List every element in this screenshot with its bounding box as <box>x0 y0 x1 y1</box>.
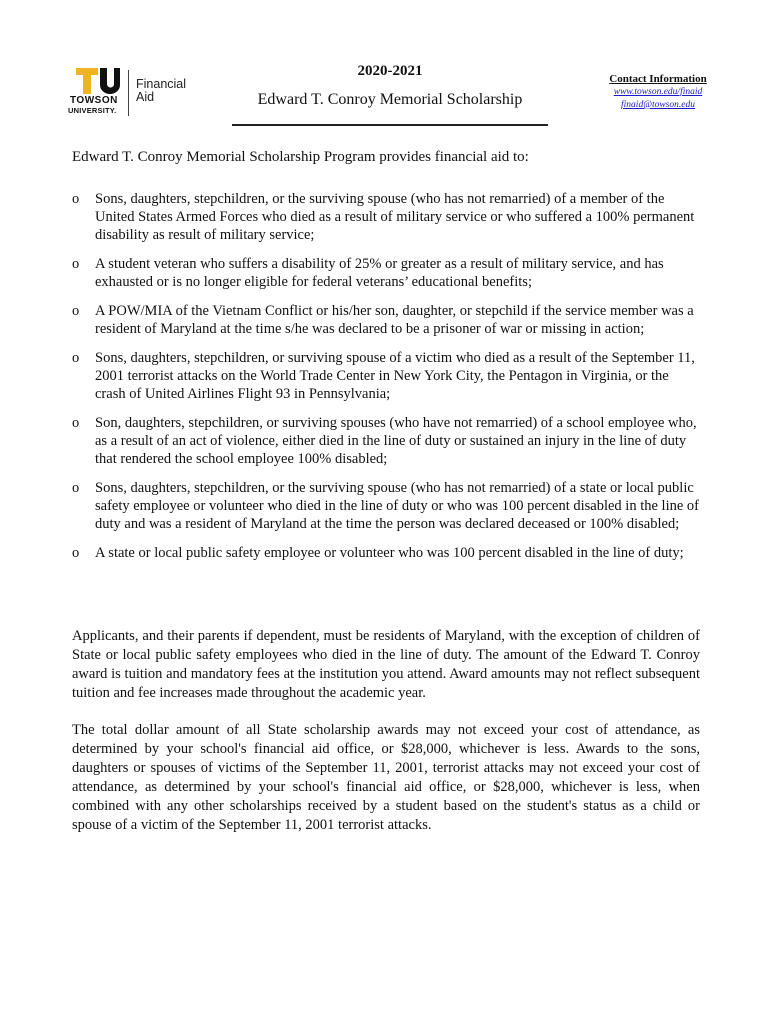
title-underline-divider <box>232 124 548 126</box>
bullet-marker: o <box>72 350 80 366</box>
contact-information <box>598 73 718 112</box>
bullet-marker: o <box>72 480 80 496</box>
towson-logo <box>66 68 196 120</box>
list-item <box>72 544 702 562</box>
list-item-text: A POW/MIA of the Vietnam Conflict or his/her son, daughter, or stepchild if the service member was a resident of Maryland at the time s/he was declared to be a prisoner of war or missing in action; <box>95 303 694 337</box>
list-item-text: Sons, daughters, stepchildren, or surviving spouse of a victim who died as a result of the September 11, 2001 terrorist attacks on the World Trade Center in New York City, the Pentagon in Virginia, or the crash of United Airlines Flight 93 in Pennsylvania; <box>95 350 695 402</box>
list-item-text: Sons, daughters, stepchildren, or the surviving spouse (who has not remarried) of a state or local public safety employee or volunteer who died in the line of duty or who was 100 percent disabled in the line of duty and was a resident of Maryland at the time the person was declared deceased or 100% disabled; <box>95 480 700 532</box>
logo-department-line2: Aid <box>136 90 155 104</box>
list-item <box>72 479 702 533</box>
award-limit-paragraph: The total dollar amount of all State scholarship awards may not exceed your cost of attendance, as determined by your school's financial aid office, or $28,000, whichever is less. Awards to the sons, daughters or spouses of victims of the September 11, 2001, terrorist attacks may not exceed your cost of attendance, as determined by your school's financial aid office, or $28,000, whichever is less, when combined with any other scholarships received by a student based on the student's status as a child or spouse of a victim of the September 11, 2001 terrorist attacks. <box>72 722 700 833</box>
logo-divider <box>128 70 129 116</box>
list-item-text: A state or local public safety employee or volunteer who was 100 percent disabled in the line of duty; <box>95 545 684 561</box>
list-item-text: A student veteran who suffers a disability of 25% or greater as a result of military service, and has exhausted or is no longer eligible for federal veterans’ educational benefits; <box>95 256 664 290</box>
tu-monogram-icon <box>76 68 120 94</box>
eligibility-list <box>72 190 702 573</box>
award-year: 2020-2021 <box>357 63 423 79</box>
list-item <box>72 414 702 468</box>
residency-paragraph: Applicants, and their parents if dependent, must be residents of Maryland, with the exception of children of State or local public safety employees who died in the line of duty. The amount of the Edward T. Conroy award is tuition and mandatory fees at the institution you attend. Award amounts may not reflect subsequent tuition and fee increases made throughout the academic year. <box>72 628 700 701</box>
intro-text: Edward T. Conroy Memorial Scholarship Program provides financial aid to: <box>72 149 529 165</box>
list-item <box>72 190 702 244</box>
bullet-marker: o <box>72 303 80 319</box>
website-link[interactable]: www.towson.edu/finaid <box>613 87 703 97</box>
list-item-text: Son, daughters, stepchildren, or surviving spouses (who have not remarried) of a school employee who, as a result of an act of violence, either died in the line of duty or sustained an injury in the line of duty that rendered the school employee 100% disabled; <box>95 415 697 467</box>
contact-heading: Contact Information <box>609 73 707 85</box>
bullet-marker: o <box>72 256 80 272</box>
bullet-marker: o <box>72 191 80 207</box>
list-item <box>72 349 702 403</box>
email-link[interactable]: finaid@towson.edu <box>621 100 695 110</box>
logo-department <box>136 78 186 104</box>
logo-wordmark: TOWSON <box>70 95 118 106</box>
bullet-marker: o <box>72 415 80 431</box>
document-title: Edward T. Conroy Memorial Scholarship <box>257 91 523 108</box>
logo-subtitle: UNIVERSITY. <box>68 106 117 115</box>
document-title-block <box>232 62 548 110</box>
bullet-marker: o <box>72 545 80 561</box>
list-item <box>72 302 702 338</box>
logo-department-line1: Financial <box>136 77 187 91</box>
list-item <box>72 255 702 291</box>
list-item-text: Sons, daughters, stepchildren, or the surviving spouse (who has not remarried) of a member of the United States Armed Forces who died as a result of military service or who suffered a 100% permanent disability as result of military service; <box>95 191 695 243</box>
